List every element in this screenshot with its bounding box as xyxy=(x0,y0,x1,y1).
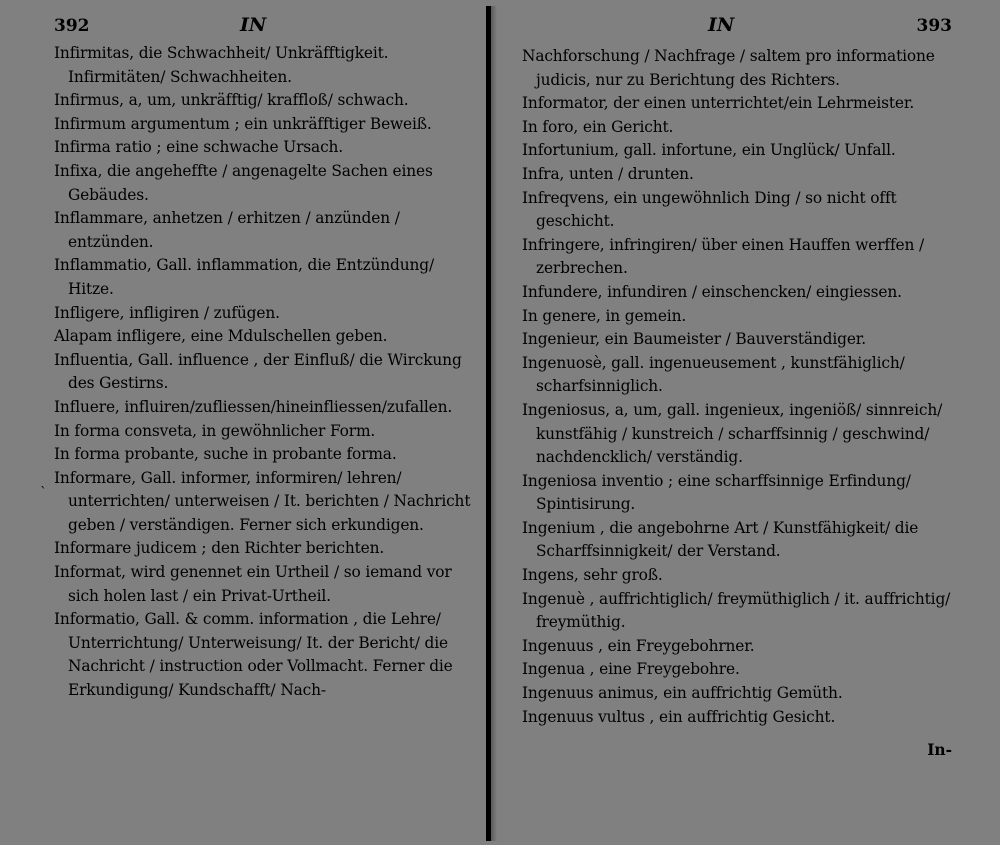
dictionary-entry: Infra, unten / drunten. xyxy=(522,164,694,183)
dictionary-entry: Informatio, Gall. & comm. information , die Lehre/ Unterrichtung/ Unterweisung/ It. der Bericht/ die Nachricht / instruction oder Vollmacht. Ferner die Erkundigung/ Kundschafft/ Nach- xyxy=(54,610,453,700)
dictionary-entry: Inflammatio, Gall. inflammation, die Entzündung/ Hitze. xyxy=(54,256,435,298)
dictionary-entry: Infligere, infligiren / zufügen. xyxy=(54,303,280,322)
dictionary-entry: Influere, influiren/zufliessen/hineinfliessen/zufallen. xyxy=(54,397,453,416)
dictionary-entry: Informare, Gall. informer, informiren/ lehren/ unterrichten/ unterweisen / It. berichten / Nachricht geben / verständigen. Ferner sich erkundigen. xyxy=(54,468,471,534)
dictionary-entry: Inflammare, anhetzen / erhitzen / anzünden / entzünden. xyxy=(54,209,400,251)
dictionary-entry: Ingenuus , ein Freygebohrner. xyxy=(522,636,755,655)
running-head-left: IN xyxy=(240,14,267,36)
dictionary-entry: Ingeniosa inventio ; eine scharffsinnige Erfindung/ Spintisirung. xyxy=(522,471,911,514)
entry-list-right xyxy=(522,45,952,729)
dictionary-entry: Infixa, die angeheffte / angenagelte Sachen eines Gebäudes. xyxy=(54,161,433,204)
catchword: In- xyxy=(927,741,952,759)
dictionary-entry: Infringere, infringiren/ über einen Hauffen werffen / zerbrechen. xyxy=(522,235,925,278)
dictionary-entry: Infreqvens, ein ungewöhnlich Ding / so nicht offt geschicht. xyxy=(522,188,897,231)
dictionary-entry: Ingenuosè, gall. ingenueusement , kunstfähiglich/ scharfsinniglich. xyxy=(522,353,905,396)
dictionary-entry: Alapam infligere, eine Mdulschellen geben. xyxy=(54,327,388,346)
left-page xyxy=(44,0,474,845)
dictionary-entry: Ingenuus animus, ein auffrichtig Gemüth. xyxy=(522,684,843,703)
gutter-shadow xyxy=(491,6,497,841)
dictionary-entry: Infortunium, gall. infortune, ein Unglück/ Unfall. xyxy=(522,141,896,160)
dictionary-entry: Informator, der einen unterrichtet/ein Lehrmeister. xyxy=(522,94,915,113)
page-number-right: 393 xyxy=(916,16,952,36)
page-number-left: 392 xyxy=(54,16,90,36)
dictionary-entry: Infirmus, a, um, unkräfftig/ kraffloß/ schwach. xyxy=(54,91,409,110)
dictionary-entry: Infirmitas, die Schwachheit/ Unkräfftigkeit. Infirmitäten/ Schwachheiten. xyxy=(54,44,389,86)
dictionary-entry: Influentia, Gall. influence , der Einfluß/ die Wirckung des Gestirns. xyxy=(54,350,462,393)
dictionary-entry: In forma probante, suche in probante forma. xyxy=(54,445,397,464)
dictionary-entry: In forma consveta, in gewöhnlicher Form. xyxy=(54,421,376,440)
entry-list-left xyxy=(54,42,474,703)
dictionary-entry: Ingenuus vultus , ein auffrichtig Gesicht. xyxy=(522,707,836,726)
dictionary-entry: Infirmum argumentum ; ein unkräfftiger Beweiß. xyxy=(54,114,432,133)
dictionary-entry: Informare judicem ; den Richter berichten. xyxy=(54,539,385,558)
dictionary-entry: In genere, in gemein. xyxy=(522,306,687,325)
dictionary-entry: Ingenuè , auffrichtiglich/ freymüthiglich / it. auffrichtig/ freymüthig. xyxy=(522,589,951,632)
running-head-right: IN xyxy=(708,14,735,36)
dictionary-entry: Ingenieur, ein Baumeister / Bauverständiger. xyxy=(522,330,867,349)
dictionary-entry: Ingeniosus, a, um, gall. ingenieux, ingeniöß/ sinnreich/ kunstfähig / kunstreich / scharffsinnig / geschwind/ nachdencklich/ verständig. xyxy=(522,400,943,467)
right-page xyxy=(512,0,952,845)
margin-mark: ` xyxy=(40,485,47,501)
dictionary-entry: Nachforschung / Nachfrage / saltem pro informatione judicis, nur zu Berichtung des Richters. xyxy=(522,47,935,89)
dictionary-entry: Ingenua , eine Freygebohre. xyxy=(522,660,740,679)
dictionary-entry: Ingens, sehr groß. xyxy=(522,566,663,585)
dictionary-entry: In foro, ein Gericht. xyxy=(522,117,674,136)
dictionary-entry: Infundere, infundiren / einschencken/ eingiessen. xyxy=(522,282,902,301)
dictionary-entry: Infirma ratio ; eine schwache Ursach. xyxy=(54,138,344,157)
dictionary-entry: Ingenium , die angebohrne Art / Kunstfähigkeit/ die Scharffsinnigkeit/ der Verstand. xyxy=(522,518,919,561)
dictionary-entry: Informat, wird genennet ein Urtheil / so iemand vor sich holen last / ein Privat-Urtheil. xyxy=(54,563,452,605)
